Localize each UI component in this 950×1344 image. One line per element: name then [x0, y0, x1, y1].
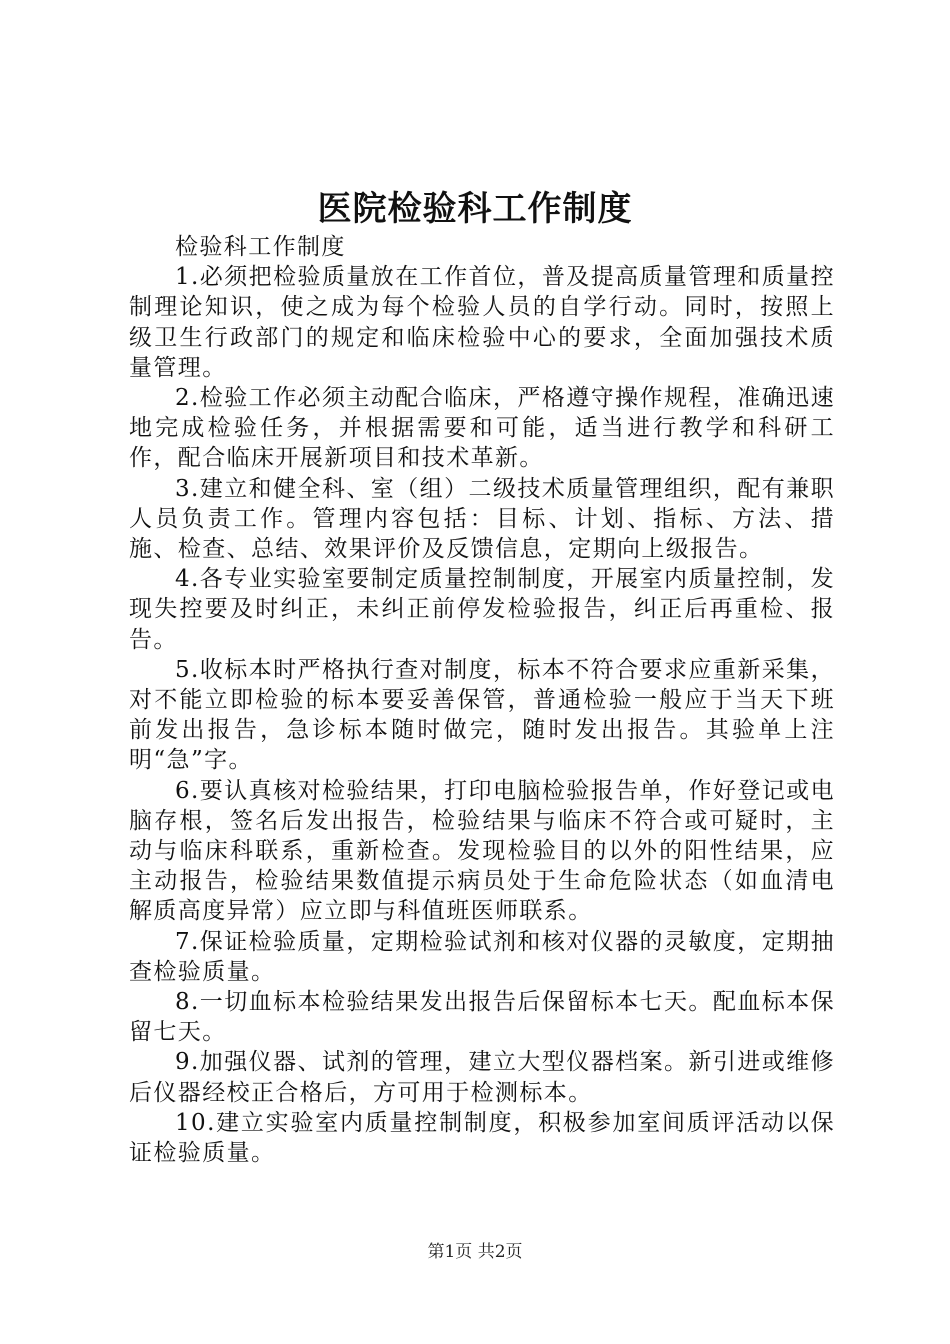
- document-title: 医院检验科工作制度: [317, 189, 633, 229]
- paragraph-7: 7.保证检验质量，定期检验试剂和核对仪器的灵敏度，定期抽查检验质量。: [129, 928, 835, 985]
- paragraph-8: 8.一切血标本检验结果发出报告后保留标本七天。配血标本保留七天。: [129, 989, 835, 1046]
- paragraph-5: 5.收标本时严格执行查对制度，标本不符合要求应重新采集，对不能立即检验的标本要妥善保管，普通检验一般应于当天下班前发出报告，急诊标本随时做完，随时发出报告。其验单上注明“急”字。: [129, 656, 835, 774]
- paragraph-10: 10.建立实验室内质量控制制度，积极参加室间质评活动以保证检验质量。: [129, 1109, 835, 1167]
- paragraph-6: 6.要认真核对检验结果，打印电脑检验报告单，作好登记或电脑存根，签名后发出报告，检验结果与临床不符合或可疑时，主动与临床科联系，重新检查。发现检验目的以外的阳性结果，应主动报告，检验结果数值提示病员处于生命危险状态（如血清电解质高度异常）应立即与科值班医师联系。: [129, 777, 835, 925]
- section-heading: 检验科工作制度: [175, 234, 346, 260]
- document-body: [129, 232, 835, 1168]
- paragraph-2: 2.检验工作必须主动配合临床，严格遵守操作规程，准确迅速地完成检验任务，并根据需要和可能，适当进行教学和科研工作，配合临床开展新项目和技术革新。: [129, 385, 835, 472]
- paragraph-3: 3.建立和健全科、室（组）二级技术质量管理组织，配有兼职人员负责工作。管理内容包括：目标、计划、指标、方法、措施、检查、总结、效果评价及反馈信息，定期向上级报告。: [129, 475, 835, 563]
- paragraph-1: 1.必须把检验质量放在工作首位，普及提高质量管理和质量控制理论知识，使之成为每个检验人员的自学行动。同时，按照上级卫生行政部门的规定和临床检验中心的要求，全面加强技术质量管理。: [129, 264, 835, 381]
- page-number-footer: 第1页 共2页: [427, 1242, 523, 1262]
- paragraph-9: 9.加强仪器、试剂的管理，建立大型仪器档案。新引进或维修后仪器经校正合格后，方可用于检测标本。: [129, 1049, 835, 1106]
- paragraph-4: 4.各专业实验室要制定质量控制制度，开展室内质量控制，发现失控要及时纠正，未纠正前停发检验报告，纠正后再重检、报告。: [129, 566, 835, 653]
